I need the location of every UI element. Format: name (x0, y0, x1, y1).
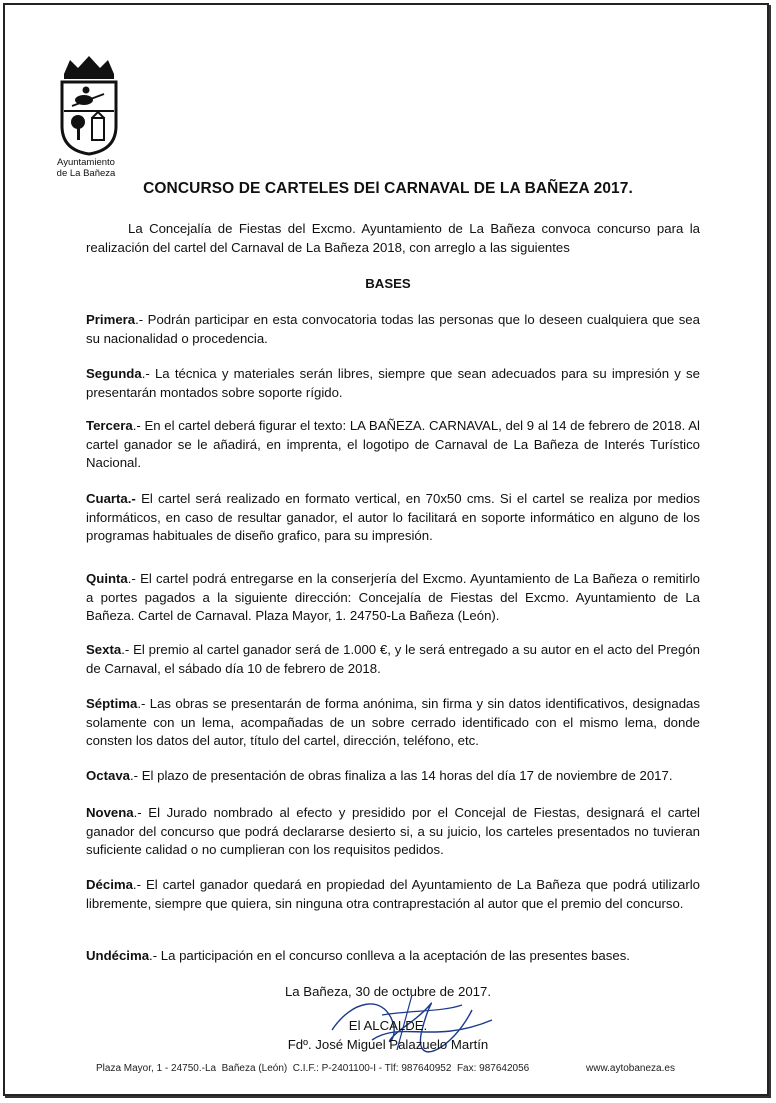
footer-address: Plaza Mayor, 1 - 24750.-La Bañeza (León) C.I.F.: P-2401100-I - Tlf: 987640952 Fax: 987642056 (96, 1063, 530, 1074)
intro-paragraph: La Concejalía de Fiestas del Excmo. Ayuntamiento de La Bañeza convoca concurso para la realización del cartel del Carnaval de La Bañeza 2018, con arreglo a las siguientes (86, 221, 700, 255)
base-8: Octava.- El plazo de presentación de obras finaliza a las 14 horas del día 17 de noviembre de 2017. (86, 768, 673, 783)
base-7: Séptima.- Las obras se presentarán de forma anónima, sin firma y sin datos identificativos, designadas solamente con un lema, acompañadas de un sobre cerrado identificado con el mismo lema, donde consten los datos del autor, título del cartel, dirección, teléfono, etc. (86, 696, 700, 748)
document-title: CONCURSO DE CARTELES DEl CARNAVAL DE LA BAÑEZA 2017. (143, 180, 633, 197)
base-11: Undécima.- La participación en el concurso conlleva a la aceptación de las presentes bases. (86, 948, 630, 963)
base-3: Tercera.- En el cartel deberá figurar el texto: LA BAÑEZA. CARNAVAL, del 9 al 14 de febrero de 2018. Al cartel ganador se le añadirá, en imprenta, el logotipo de Carnaval de La Bañeza de Interés Turístico Nacional. (86, 418, 700, 470)
signatory-role: El ALCALDE. (348, 1018, 428, 1033)
base-10: Décima.- El cartel ganador quedará en propiedad del Ayuntamiento de La Bañeza que podrá utilizarlo libremente, siempre que quiera, sin ninguna otra contraprestación al autor que el premio del concurso. (86, 877, 700, 911)
base-5: Quinta.- El cartel podrá entregarse en la conserjería del Excmo. Ayuntamiento de La Bañeza o remitirlo a portes pagados a la siguiente dirección: Concejalía de Fiestas del Excmo. Ayuntamiento de La Bañeza. Cartel de Carnaval. Plaza Mayor, 1. 24750-La Bañeza (León). (86, 571, 700, 623)
base-6: Sexta.- El premio al cartel ganador será de 1.000 €, y le será entregado a su autor en el acto del Pregón de Carnaval, el sábado día 10 de febrero de 2018. (86, 642, 700, 676)
base-4: Cuarta.- El cartel será realizado en formato vertical, en 70x50 cms. Si el cartel se realiza por medios informáticos, en caso de resultar ganador, el autor lo facilitará en soporte informático en alguno de los programas habituales de diseño grafico, para su impresión. (86, 491, 700, 543)
footer-website[interactable]: www.aytobaneza.es (586, 1063, 675, 1074)
base-2: Segunda.- La técnica y materiales serán libres, siempre que sean adecuados para su impresión y se presentarán montados sobre soporte rígido. (86, 366, 700, 400)
base-1: Primera.- Podrán participar en esta convocatoria todas las personas que lo deseen cualquiera que sea su nacionalidad o procedencia. (86, 312, 700, 346)
org-name: Ayuntamiento de La Bañeza (56, 157, 116, 179)
signatory-name: Fdº. José Miguel Palazuelo Martín (287, 1037, 489, 1052)
coat-of-arms-icon (56, 56, 122, 156)
date-line: La Bañeza, 30 de octubre de 2017. (284, 984, 492, 999)
bases-heading: BASES (365, 276, 411, 291)
base-9: Novena.- El Jurado nombrado al efecto y presidido por el Concejal de Fiestas, designará el cartel ganador del concurso que podrá declararse desierto si, a su juicio, los carteles presentados no tuvieran suficiente calidad o no cumplieran con los requisitos pedidos. (86, 805, 700, 857)
